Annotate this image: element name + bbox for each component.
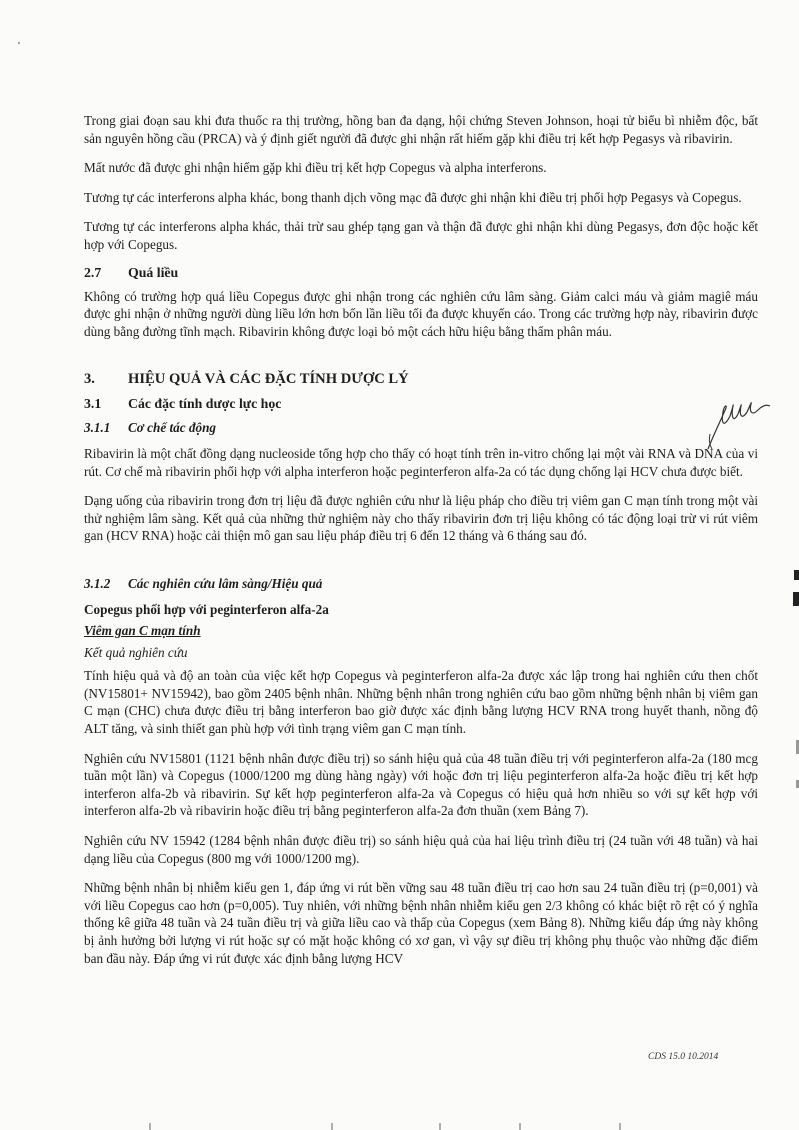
section-3-heading	[84, 370, 758, 389]
combo-heading: Copegus phối hợp với peginterferon alfa-2a	[84, 601, 329, 617]
section-title: HIỆU QUẢ VÀ CÁC ĐẶC TÍNH DƯỢC LÝ	[128, 371, 409, 388]
section-title: Các nghiên cứu lâm sàng/Hiệu quả	[128, 575, 323, 591]
scan-speck	[18, 42, 20, 44]
paragraph-monotherapy: Dạng uống của ribavirin trong đơn trị liệu đã được nghiên cứu như là liệu pháp cho điều trị viêm gan C mạn tính trong một vài thử nghiệm lâm sàng. Kết quả của những thử nghiệm này cho thấy ribavirin đơn trị liệu không có tác động loại trừ vi rút viêm gan (HCV RNA) hoặc cải thiện mô gan sau liệu pháp điều trị 6 đến 12 tháng và 6 tháng sau đó.	[84, 493, 758, 544]
section-number: 3.1.2	[84, 575, 111, 591]
paragraph-mechanism: Ribavirin là một chất đồng dạng nucleoside tổng hợp cho thấy có hoạt tính trên in-vitro chống lại một vài RNA và DNA của vi rút. Cơ chế mà ribavirin phối hợp với alpha interferon hoặc peginterferon alfa-2a có tác dụng chống lại HCV chưa được biết.	[84, 445, 758, 479]
paragraph-genotype: Những bệnh nhân bị nhiễm kiểu gen 1, đáp ứng vi rút bền vững sau 48 tuần điều trị cao hơn sau 24 tuần điều trị (p=0,001) và với liều Copegus cao hơn (p=0,005). Tuy nhiên, với những bệnh nhân nhiễm kiểu gen 2/3 không có khác biệt rõ rệt có ý nghĩa thống kê giữa 48 tuần và 24 tuần điều trị và giữa liều cao và thấp của Copegus (xem Bảng 8). Những kiểu đáp ứng này không bị ảnh hưởng bởi lượng vi rút hoặc sự có mặt hoặc không có xơ gan, vì vậy sự điều trị không phụ thuộc vào những đặc điểm ban đầu này. Đáp ứng vi rút được xác định bằng lượng HCV	[84, 880, 758, 966]
section-title: Các đặc tính dược lực học	[128, 396, 282, 412]
scan-edge-mark	[794, 570, 799, 580]
section-number: 3.1	[84, 396, 102, 412]
chronic-hepatitis-heading: Viêm gan C mạn tính	[84, 623, 201, 639]
document-footer: CDS 15.0 10.2014	[648, 1052, 719, 1062]
section-3-1-heading	[84, 395, 758, 413]
section-3-1-1-heading	[84, 419, 758, 437]
section-title: Cơ chế tác động	[128, 420, 217, 436]
study-results-heading: Kết quả nghiên cứu	[84, 644, 188, 660]
section-title: Quá liều	[128, 264, 179, 280]
document-page	[84, 112, 758, 967]
section-3-1-2-heading	[84, 575, 758, 593]
paragraph-nv15801: Nghiên cứu NV15801 (1121 bệnh nhân được điều trị) so sánh hiệu quả của 48 tuần điều trị với peginterferon alfa-2a (180 mcg tuần một lần) và Copegus (1000/1200 mg dùng hàng ngày) với hoặc đơn trị liệu peginterferon alfa-2a hoặc điều trị kết hợp interferon alfa-2b và ribavirin. Sự kết hợp peginterferon alfa-2a và Copegus có hiệu quả hơn nhiều so với sự kết hợp với interferon alfa-2b và ribavirin hoặc điều trị bằng peginterferon alfa-2a đơn thuần (xem Bảng 7).	[84, 750, 758, 819]
scan-bottom-marks	[0, 1122, 799, 1130]
section-number: 2.7	[84, 264, 102, 280]
paragraph-efficacy: Tính hiệu quả và độ an toàn của việc kết hợp Copegus và peginterferon alfa-2a được xác lập trong hai nghiên cứu then chốt (NV15801+ NV15942), bao gồm 2405 bệnh nhân. Những bệnh nhân trong nghiên cứu bao gồm những bệnh nhân bị viêm gan C mạn (CHC) chưa được điều trị bằng interferon bao giờ được xác định bằng lượng HCV RNA trong huyết thanh, nồng độ ALT tăng, và sinh thiết gan phù hợp với tình trạng viêm gan C mạn tính.	[84, 668, 758, 737]
paragraph-overdose: Không có trường hợp quá liều Copegus được ghi nhận trong các nghiên cứu lâm sàng. Giảm calci máu và giảm magiê máu được ghi nhận ở những người dùng liều lớn hơn bốn lần liều tối đa được khuyến cáo. Trong các trường hợp này, ribavirin được dùng bằng đường tĩnh mạch. Ribavirin không được loại bỏ một cách hữu hiệu bằng thẩm phân máu.	[84, 288, 758, 339]
paragraph-retinal: Tương tự các interferons alpha khác, bong thanh dịch võng mạc đã được ghi nhận khi điều trị phối hợp Pegasys và Copegus.	[84, 189, 742, 205]
paragraph-transplant: Tương tự các interferons alpha khác, thải trừ sau ghép tạng gan và thận đã được ghi nhận khi dùng Pegasys, đơn độc hoặc kết hợp với Copegus.	[84, 219, 758, 252]
handwritten-signature	[700, 394, 780, 454]
scan-edge-mark	[793, 592, 799, 606]
paragraph-nv15942: Nghiên cứu NV 15942 (1284 bệnh nhân được điều trị) so sánh hiệu quả của hai liệu trình điều trị (24 tuần với 48 tuần) và hai dạng liều của Copegus (800 mg với 1000/1200 mg).	[84, 833, 758, 866]
section-2-7-heading	[84, 264, 758, 282]
paragraph-postmarketing: Trong giai đoạn sau khi đưa thuốc ra thị trường, hồng ban đa dạng, hội chứng Steven Johnson, hoại tử biểu bì nhiễm độc, bất sản nguyên hồng cầu (PRCA) và ý định giết người đã được ghi nhận rất hiếm gặp khi điều trị kết hợp Pegasys và ribavirin.	[84, 113, 758, 146]
section-number: 3.1.1	[84, 420, 111, 436]
section-number: 3.	[84, 371, 95, 388]
paragraph-dehydration: Mất nước đã được ghi nhận hiếm gặp khi điều trị kết hợp Copegus và alpha interferons.	[84, 160, 547, 176]
